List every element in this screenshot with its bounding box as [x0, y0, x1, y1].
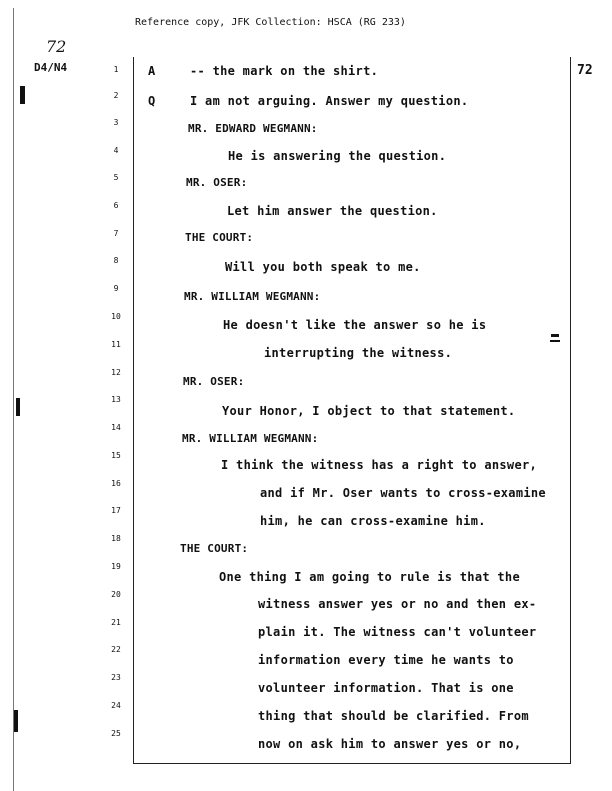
line-number: 7	[113, 229, 119, 238]
line-number: 14	[111, 423, 121, 432]
transcript-line: now on ask him to answer yes or no,	[258, 737, 522, 751]
line-number: 23	[111, 673, 121, 682]
line-number: 9	[113, 284, 119, 293]
speaker-label: MR. OSER:	[183, 375, 245, 388]
line-number: 13	[111, 395, 121, 404]
transcript-line: One thing I am going to rule is that the	[219, 570, 520, 584]
transcript-line: witness answer yes or no and then ex-	[258, 597, 537, 611]
line-number: 24	[111, 701, 121, 710]
transcript-line: He is answering the question.	[228, 149, 447, 163]
answer-marker: A	[148, 64, 156, 78]
line-number: 25	[111, 729, 121, 738]
transcript-line: thing that should be clarified. From	[258, 709, 529, 723]
line-number: 1	[113, 65, 119, 74]
line-number: 2	[113, 91, 119, 100]
transcript-line: Let him answer the question.	[227, 204, 438, 218]
page-edge-line	[13, 8, 14, 791]
transcript-line: Will you both speak to me.	[225, 260, 421, 274]
line-number: 4	[113, 146, 119, 155]
transcript-line: Your Honor, I object to that statement.	[222, 404, 516, 418]
line-number: 10	[111, 312, 121, 321]
page-number: 72	[577, 63, 593, 78]
transcript-line: and if Mr. Oser wants to cross-examine	[260, 486, 546, 500]
speaker-label: MR. OSER:	[186, 176, 248, 189]
line-number: 3	[113, 118, 119, 127]
reference-header: Reference copy, JFK Collection: HSCA (RG 233)	[135, 17, 406, 28]
speaker-label: THE COURT:	[185, 231, 254, 244]
line-number: 20	[111, 590, 121, 599]
transcript-line: interrupting the witness.	[264, 346, 453, 360]
line-number: 19	[111, 562, 121, 571]
line-number: 16	[111, 479, 121, 488]
line-number: 22	[111, 645, 121, 654]
transcript-line: volunteer information. That is one	[258, 681, 514, 695]
punch-hole-mark	[20, 86, 25, 104]
transcript-line: information every time he wants to	[258, 653, 514, 667]
line-number: 17	[111, 506, 121, 515]
question-marker: Q	[148, 94, 156, 108]
punch-hole-mark	[14, 710, 18, 732]
transcript-line: him, he can cross-examine him.	[260, 514, 486, 528]
line-number: 8	[113, 256, 119, 265]
transcript-line: He doesn't like the answer so he is	[223, 318, 487, 332]
line-number: 18	[111, 534, 121, 543]
transcript-line: I am not arguing. Answer my question.	[190, 94, 469, 108]
handwritten-number: 72	[46, 37, 67, 56]
line-number: 6	[113, 201, 119, 210]
line-number: 5	[113, 173, 119, 182]
punch-hole-mark	[16, 398, 20, 416]
transcript-line: plain it. The witness can't volunteer	[258, 625, 537, 639]
speaker-label: THE COURT:	[180, 542, 249, 555]
line-number: 11	[111, 340, 121, 349]
speaker-label: MR. WILLIAM WEGMANN:	[182, 432, 319, 445]
transcript-line: I think the witness has a right to answer,	[221, 458, 538, 472]
transcript-line: -- the mark on the shirt.	[190, 64, 379, 78]
document-code: D4/N4	[34, 61, 68, 74]
line-number: 21	[111, 618, 121, 627]
speaker-label: MR. WILLIAM WEGMANN:	[184, 290, 321, 303]
speaker-label: MR. EDWARD WEGMANN:	[188, 122, 318, 135]
line-number: 15	[111, 451, 121, 460]
line-number: 12	[111, 368, 121, 377]
